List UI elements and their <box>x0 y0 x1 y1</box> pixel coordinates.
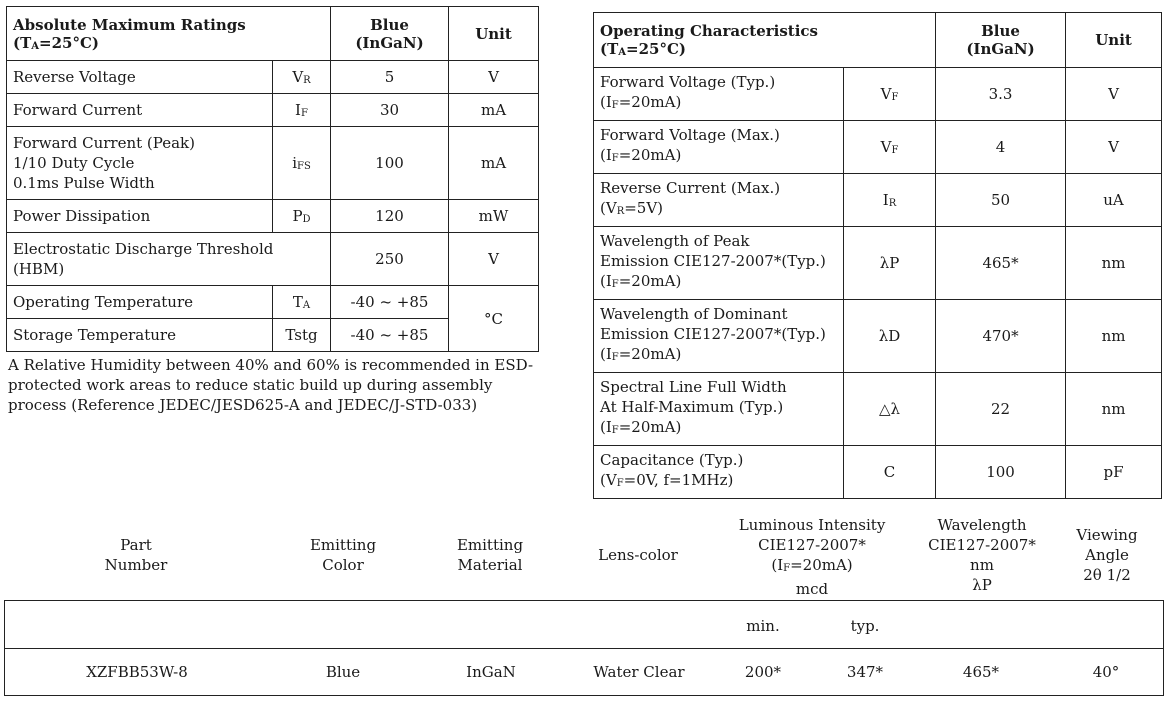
symbol-cell: C <box>844 446 936 499</box>
header-line: Viewing <box>1076 526 1138 544</box>
amr-col-blue <box>331 7 449 61</box>
table-row <box>7 94 539 127</box>
opc-title: Operating Characteristics <box>600 22 819 40</box>
header-line: Luminous Intensity <box>738 516 886 534</box>
param-line: Forward Voltage (Max.) <box>600 126 780 144</box>
symbol-cell: Tstg <box>273 319 331 352</box>
amr-title: Absolute Maximum Ratings <box>13 15 246 34</box>
header-line: CIE127-2007* <box>928 536 1036 554</box>
amr-col-unit: Unit <box>449 7 539 61</box>
param-line: 1/10 Duty Cycle <box>13 154 135 172</box>
header-part-number <box>86 535 186 575</box>
table-row <box>7 127 539 200</box>
unit-cell: V <box>1066 68 1162 121</box>
param-cell <box>594 227 844 300</box>
header-line: mcd <box>795 580 829 598</box>
param-cell: Power Dissipation <box>7 200 273 233</box>
intensity-min-cell: 200* <box>744 663 782 681</box>
opc-col-blue <box>936 13 1066 68</box>
unit-cell: nm <box>1066 300 1162 373</box>
emitting-material-cell: InGaN <box>466 663 516 681</box>
header-line: Emitting <box>309 536 377 554</box>
table-row <box>594 174 1162 227</box>
param-cell <box>594 373 844 446</box>
param-line: Capacitance (Typ.) <box>600 451 744 469</box>
header-line: Material <box>457 556 523 574</box>
symbol-cell: $I_R$ <box>844 174 936 227</box>
param-cell <box>7 233 331 286</box>
amr-title-cell <box>7 7 331 61</box>
opc-col-unit: Unit <box>1066 13 1162 68</box>
subheader-min: min. <box>746 617 780 635</box>
symbol-cell: $i_{FS}$ <box>273 127 331 200</box>
header-viewing-angle <box>1057 525 1157 585</box>
param-line: Spectral Line Full Width <box>600 378 787 396</box>
param-line: Emission CIE127-2007*(Typ.) <box>600 252 826 270</box>
param-line: $(V_R=5V)$ <box>600 199 664 217</box>
param-line: $(I_F=20mA)$ <box>600 418 682 436</box>
param-cell <box>7 127 273 200</box>
value-cell: 470* <box>936 300 1066 373</box>
param-line: Forward Current (Peak) <box>13 134 195 152</box>
viewing-angle-cell: 40° <box>1092 663 1120 681</box>
opc-col-ingan-label: (InGaN) <box>966 40 1035 58</box>
symbol-cell: λD <box>844 300 936 373</box>
opc-title-cell <box>594 13 936 68</box>
param-line: Wavelength of Dominant <box>600 305 788 323</box>
symbol-cell: $T_A$ <box>273 286 331 319</box>
value-cell: 465* <box>936 227 1066 300</box>
unit-cell: mA <box>449 94 539 127</box>
value-cell: -40 ~ +85 <box>331 319 449 352</box>
value-cell: 250 <box>331 233 449 286</box>
amr-col-ingan-label: (InGaN) <box>355 33 424 52</box>
header-line: Color <box>322 556 364 574</box>
param-cell: Forward Current <box>7 94 273 127</box>
value-cell: 3.3 <box>936 68 1066 121</box>
value-cell: -40 ~ +85 <box>331 286 449 319</box>
symbol-cell: △λ <box>844 373 936 446</box>
part-number-cell: XZFBB53W-8 <box>86 663 188 681</box>
param-line: Reverse Current (Max.) <box>600 179 781 197</box>
row-divider <box>5 648 1163 649</box>
amr-col-blue-label: Blue <box>370 15 409 34</box>
value-cell: 100 <box>936 446 1066 499</box>
param-line: $(I_F=20mA)$ <box>600 272 682 290</box>
unit-cell: V <box>449 233 539 286</box>
param-cell <box>594 121 844 174</box>
table-row <box>594 446 1162 499</box>
subheader-typ: typ. <box>850 617 880 635</box>
param-line: Forward Voltage (Typ.) <box>600 73 776 91</box>
header-line: λP <box>972 576 992 594</box>
header-line: Emitting <box>456 536 524 554</box>
symbol-cell: $V_F$ <box>844 68 936 121</box>
unit-cell: pF <box>1066 446 1162 499</box>
header-line: Number <box>104 556 168 574</box>
header-line: Part <box>120 536 152 554</box>
param-line: Emission CIE127-2007*(Typ.) <box>600 325 826 343</box>
header-line: 2θ 1/2 <box>1083 566 1131 584</box>
param-line: $(I_F=20mA)$ <box>600 345 682 363</box>
table-row <box>594 227 1162 300</box>
unit-cell: mW <box>449 200 539 233</box>
header-lens-color: Lens-color <box>598 546 678 564</box>
symbol-cell: $V_R$ <box>273 61 331 94</box>
param-cell: Operating Temperature <box>7 286 273 319</box>
param-line: 0.1ms Pulse Width <box>13 174 155 192</box>
part-table-body <box>4 600 1164 696</box>
intensity-typ-cell: 347* <box>846 663 884 681</box>
absolute-max-ratings-table <box>6 6 539 352</box>
operating-characteristics-table <box>593 12 1162 499</box>
table-row <box>7 200 539 233</box>
part-table-header <box>0 512 1173 598</box>
unit-cell: mA <box>449 127 539 200</box>
param-cell <box>594 300 844 373</box>
param-line: Wavelength of Peak <box>600 232 750 250</box>
unit-cell: V <box>449 61 539 94</box>
param-line: ($V_F=0V$, f=1MHz) <box>600 471 734 489</box>
param-cell <box>594 446 844 499</box>
table-row <box>7 61 539 94</box>
symbol-cell: $P_D$ <box>273 200 331 233</box>
unit-cell: °C <box>449 286 539 352</box>
value-cell: 50 <box>936 174 1066 227</box>
lens-color-cell: Water Clear <box>593 663 685 681</box>
symbol-cell: $I_F$ <box>273 94 331 127</box>
table-row <box>7 233 539 286</box>
table-row <box>594 68 1162 121</box>
unit-cell: nm <box>1066 373 1162 446</box>
param-cell <box>594 68 844 121</box>
opc-col-blue-label: Blue <box>981 22 1020 40</box>
symbol-cell: $V_F$ <box>844 121 936 174</box>
param-line: At Half-Maximum (Typ.) <box>600 398 784 416</box>
header-line: $(I_F=20mA)$ <box>771 556 853 574</box>
value-cell: 30 <box>331 94 449 127</box>
param-line: $(I_F=20mA)$ <box>600 93 682 111</box>
param-cell <box>594 174 844 227</box>
table-row <box>594 121 1162 174</box>
param-line: (HBM) <box>13 260 65 278</box>
header-wavelength <box>912 515 1052 595</box>
table-row <box>594 300 1162 373</box>
header-luminous-intensity <box>722 515 902 599</box>
symbol-cell: λP <box>844 227 936 300</box>
param-cell: Reverse Voltage <box>7 61 273 94</box>
param-line: $(I_F=20mA)$ <box>600 146 682 164</box>
unit-cell: nm <box>1066 227 1162 300</box>
header-emitting-color <box>293 535 393 575</box>
header-line: Angle <box>1085 546 1129 564</box>
header-line: Wavelength <box>937 516 1027 534</box>
table-row <box>594 373 1162 446</box>
value-cell: 22 <box>936 373 1066 446</box>
humidity-note: A Relative Humidity between 40% and 60% is recommended in ESD-protected work areas to reduce static build up during assembly process (Reference JEDEC/JESD625-A and JEDEC/J-STD-033) <box>8 356 534 414</box>
param-line: Electrostatic Discharge Threshold <box>13 240 274 258</box>
opc-condition: $(T_A=25^\circ C)$ <box>600 40 687 58</box>
header-emitting-material <box>440 535 540 575</box>
value-cell: 4 <box>936 121 1066 174</box>
unit-cell: V <box>1066 121 1162 174</box>
value-cell: 5 <box>331 61 449 94</box>
param-cell: Storage Temperature <box>7 319 273 352</box>
value-cell: 100 <box>331 127 449 200</box>
unit-cell: uA <box>1066 174 1162 227</box>
emitting-color-cell: Blue <box>325 663 361 681</box>
wavelength-cell: 465* <box>962 663 1000 681</box>
header-line: nm <box>970 556 994 574</box>
amr-condition: $(T_A=25^\circ C)$ <box>13 33 100 52</box>
table-row <box>7 286 539 319</box>
header-line: CIE127-2007* <box>758 536 866 554</box>
value-cell: 120 <box>331 200 449 233</box>
